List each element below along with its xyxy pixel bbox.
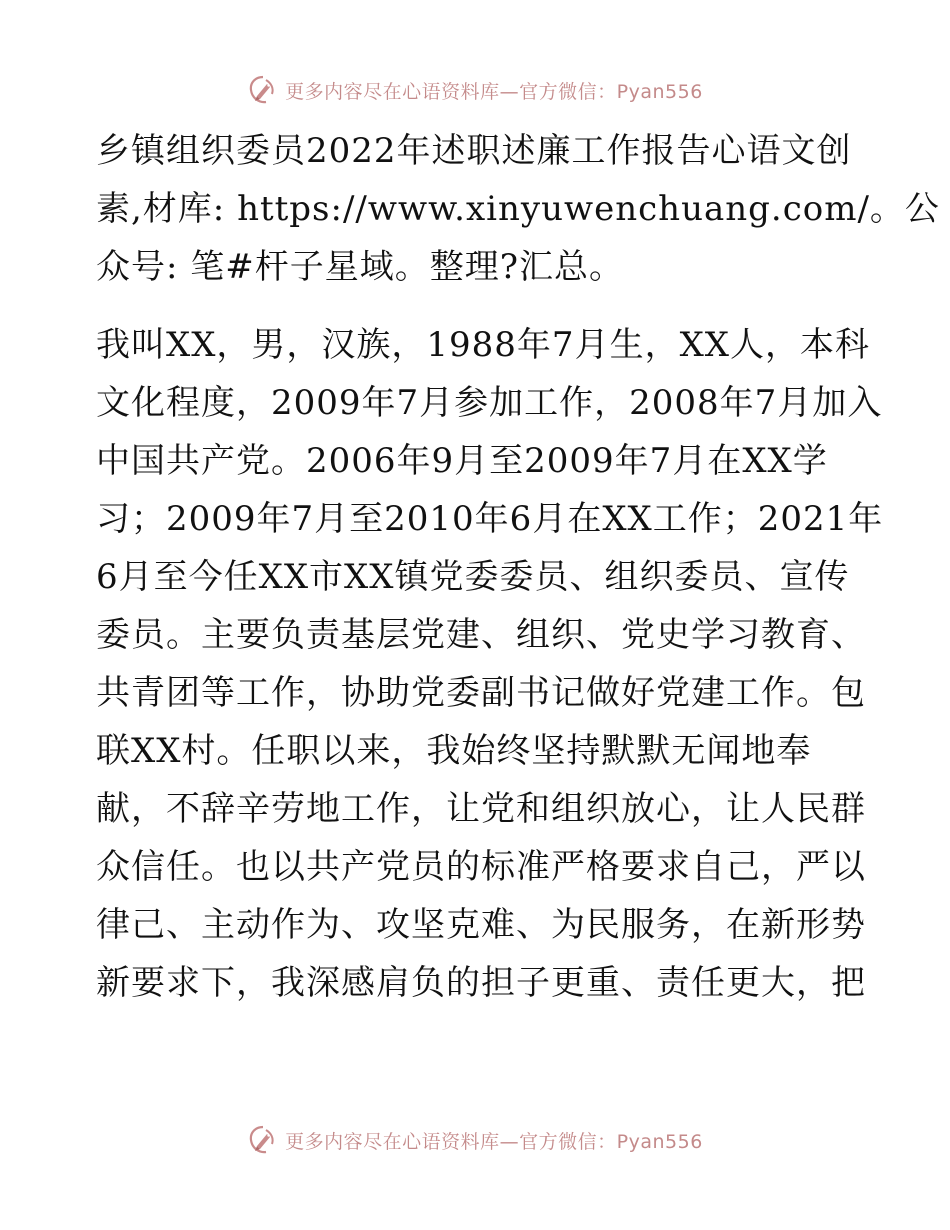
text-line: 委员。主要负责基层党建、组织、党史学习教育、: [96, 615, 866, 655]
pen-logo-icon: [247, 74, 279, 106]
text-line: 众信任。也以共产党员的标准严格要求自己，严以: [96, 847, 866, 887]
text-line: 素,材库: https://www.xinyuwenchuang.com/。公: [96, 189, 940, 229]
text-line: 律己、主动作为、攻坚克难、为民服务，在新形势: [96, 905, 866, 945]
text-line: 中国共产党。2006年9月至2009年7月在XX学: [96, 441, 828, 481]
watermark-footer: [0, 1122, 950, 1158]
text-line: 6月至今任XX市XX镇党委委员、组织委员、宣传: [96, 557, 850, 597]
text-line: 联XX村。任职以来，我始终坚持默默无闻地奉: [96, 731, 812, 771]
document-body: [96, 122, 940, 1012]
pen-logo-icon: [247, 1124, 279, 1156]
watermark-text: 更多内容尽在心语资料库—官方微信：Pyan556: [285, 80, 703, 103]
text-line: 我叫XX，男，汉族，1988年7月生，XX人，本科: [96, 325, 870, 365]
watermark-header: [0, 72, 950, 108]
text-line: 献，不辞辛劳地工作，让党和组织放心，让人民群: [96, 789, 866, 829]
paragraph-intro: [96, 122, 940, 296]
text-line: 众号: 笔#杆子星域。整理?汇总。: [96, 247, 624, 287]
text-line: 习；2009年7月至2010年6月在XX工作；2021年: [96, 499, 884, 539]
text-line: 新要求下，我深感肩负的担子更重、责任更大，把: [96, 963, 866, 1003]
paragraph-self-introduction: [96, 316, 884, 1012]
text-line: 共青团等工作，协助党委副书记做好党建工作。包: [96, 673, 866, 713]
watermark-text: 更多内容尽在心语资料库—官方微信：Pyan556: [285, 1130, 703, 1153]
text-line: 乡镇组织委员2022年述职述廉工作报告心语文创: [96, 131, 852, 171]
text-line: 文化程度，2009年7月参加工作，2008年7月加入: [96, 383, 883, 423]
